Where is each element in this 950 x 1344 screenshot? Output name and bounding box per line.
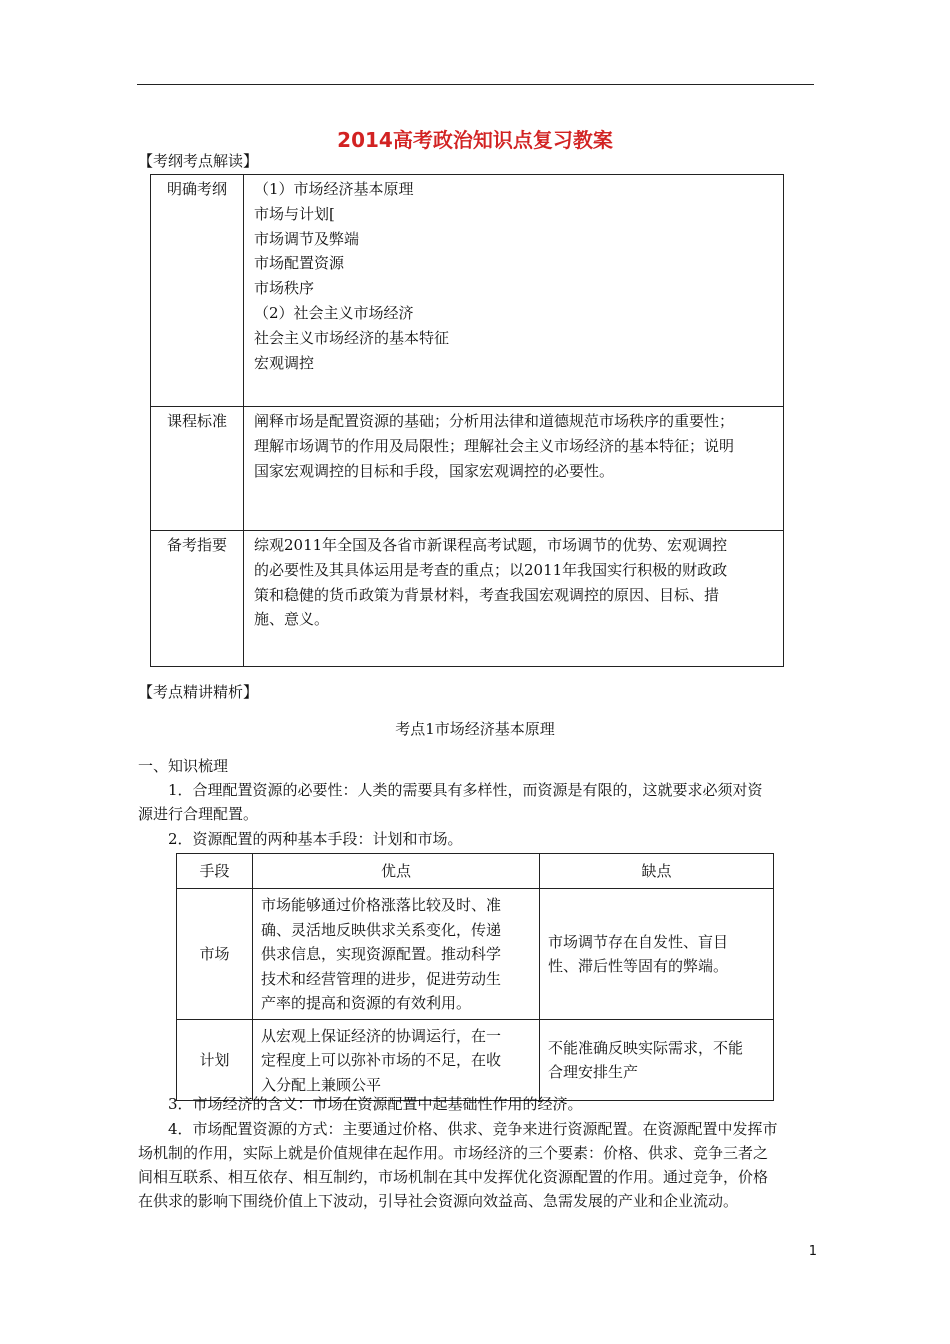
- cell-line: 市场调节存在自发性、盲目: [548, 932, 729, 951]
- paragraph-line: 源进行合理配置。: [138, 805, 259, 823]
- content-line: 的必要性及其具体运用是考查的重点；以2011年我国实行积极的财政政: [254, 560, 728, 579]
- cell-line: 确、灵活地反映供求关系变化，传递: [261, 920, 502, 939]
- content-line: 施、意义。: [254, 610, 330, 629]
- allocation-means-table: [176, 853, 774, 1101]
- content-line: 阐释市场是配置资源的基础；分析用法律和道德规范市场秩序的重要性；: [254, 412, 735, 430]
- cons-cell: [540, 1019, 774, 1101]
- cell-line: 供求信息，实现资源配置。推动科学: [261, 945, 502, 963]
- row-content: [244, 175, 784, 407]
- content-line: 理解市场调节的作用及局限性；理解社会主义市场经济的基本特征；说明: [254, 436, 735, 455]
- row-label: 明确考纲: [151, 175, 244, 407]
- cons-cell: [540, 889, 774, 1020]
- content-line: 宏观调控: [254, 353, 315, 372]
- paragraph-line: 在供求的影响下围绕价值上下波动，引导社会资源向效益高、急需发展的产业和企业流动。: [138, 1192, 739, 1210]
- means-label: 计划: [177, 1019, 253, 1101]
- paragraph-4: [138, 1117, 818, 1213]
- means-label: 市场: [177, 889, 253, 1020]
- pros-cell: [253, 889, 540, 1020]
- knowledge-heading: 一、知识梳理: [138, 757, 229, 775]
- page-number: 1: [808, 1244, 817, 1259]
- pros-cell: [253, 1019, 540, 1101]
- topic-heading: 考点1市场经济基本原理: [395, 720, 555, 738]
- table-row: [151, 175, 784, 407]
- content-line: 策和稳健的货币政策为背景材料，考查我国宏观调控的原因、目标、措: [254, 585, 720, 604]
- cell-line: 产率的提高和资源的有效利用。: [261, 994, 472, 1012]
- column-header: 手段: [177, 854, 253, 889]
- table-row: [151, 407, 784, 531]
- table-header-row: [177, 854, 774, 889]
- content-line: （1）市场经济基本原理: [254, 180, 414, 198]
- exam-outline-table: [150, 174, 784, 667]
- content-line: 市场秩序: [254, 279, 315, 298]
- row-label: 课程标准: [151, 407, 244, 531]
- cell-line: 技术和经营管理的进步，促进劳动生: [261, 969, 502, 988]
- table-row: [177, 1019, 774, 1101]
- paragraph-1: [138, 778, 818, 826]
- section-heading-exam-outline: 【考纲考点解读】: [138, 152, 259, 170]
- content-line: 市场配置资源: [254, 254, 345, 273]
- row-content: [244, 407, 784, 531]
- header-rule: [137, 84, 814, 85]
- content-line: 国家宏观调控的目标和手段，国家宏观调控的必要性。: [254, 461, 615, 480]
- content-line: 综观2011年全国及各省市新课程高考试题，市场调节的优势、宏观调控: [254, 536, 728, 554]
- document-title: 2014高考政治知识点复习教案: [337, 128, 613, 152]
- paragraph-2: 2．资源配置的两种基本手段：计划和市场。: [168, 830, 463, 848]
- cell-line: 入分配上兼顾公平: [261, 1075, 382, 1094]
- paragraph-3: 3．市场经济的含义：市场在资源配置中起基础性作用的经济。: [168, 1095, 583, 1113]
- cell-line: 市场能够通过价格涨落比较及时、准: [261, 896, 502, 914]
- cell-line: 定程度上可以弥补市场的不足，在收: [261, 1051, 502, 1069]
- content-line: （2）社会主义市场经济: [254, 303, 414, 322]
- cell-line: 从宏观上保证经济的协调运行，在一: [261, 1026, 502, 1045]
- cell-line: 性、滞后性等固有的弊端。: [548, 957, 729, 976]
- content-line: 市场调节及弊端: [254, 229, 360, 248]
- row-label: 备考指要: [151, 531, 244, 667]
- table-row: [177, 889, 774, 1020]
- paragraph-line: 1．合理配置资源的必要性：人类的需要具有多样性，而资源是有限的，这就要求必须对资: [168, 781, 763, 799]
- cell-line: 合理安排生产: [548, 1063, 639, 1082]
- cell-line: 不能准确反映实际需求，不能: [548, 1038, 744, 1057]
- section-heading-key-points: 【考点精讲精析】: [138, 683, 259, 701]
- table-row: [151, 531, 784, 667]
- paragraph-line: 场机制的作用，实际上就是价值规律在起作用。市场经济的三个要素：价格、供求、竞争三者之: [138, 1144, 769, 1162]
- paragraph-line: 间相互联系、相互依存、相互制约，市场机制在其中发挥优化资源配置的作用。通过竞争，价格: [138, 1168, 769, 1186]
- row-content: [244, 531, 784, 667]
- content-line: 社会主义市场经济的基本特征: [254, 328, 450, 347]
- content-line: 市场与计划[: [254, 204, 335, 223]
- column-header: 优点: [253, 854, 540, 889]
- paragraph-line: 4．市场配置资源的方式：主要通过价格、供求、竞争来进行资源配置。在资源配置中发挥市: [168, 1120, 778, 1138]
- column-header: 缺点: [540, 854, 774, 889]
